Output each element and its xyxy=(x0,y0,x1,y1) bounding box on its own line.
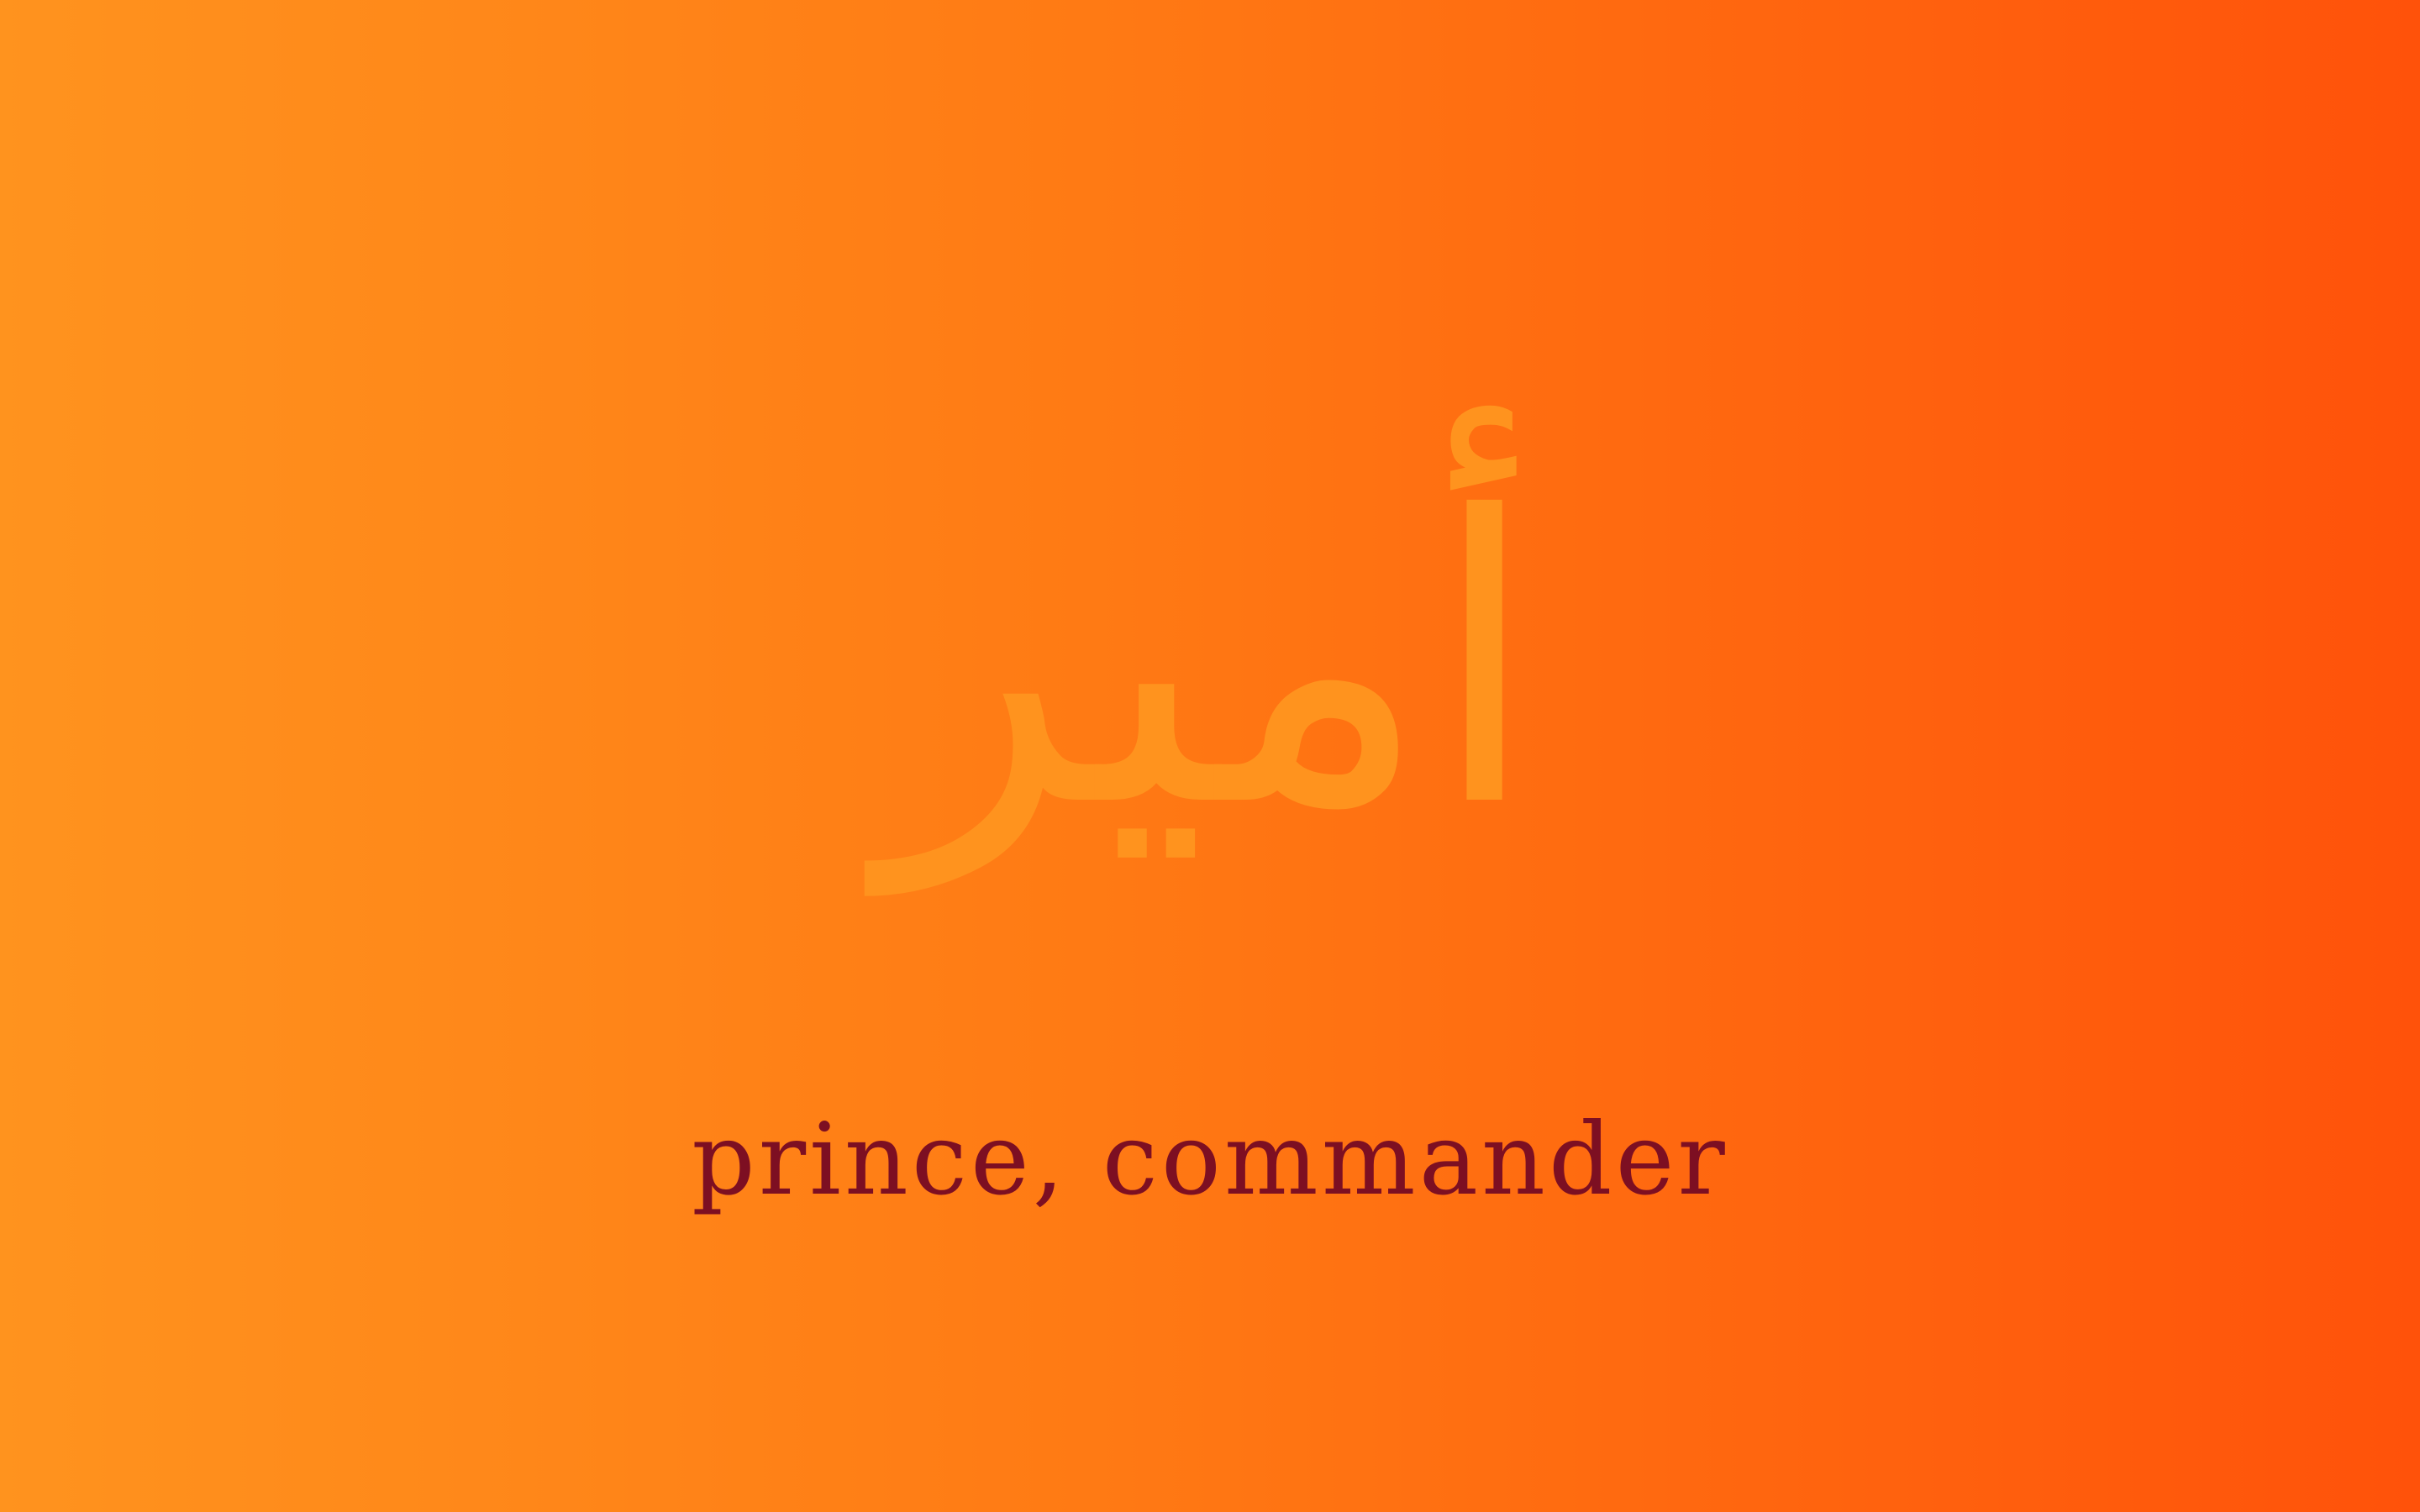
arabic-word: أمير xyxy=(881,433,1539,893)
translation-text: prince, commander xyxy=(692,1101,1728,1217)
